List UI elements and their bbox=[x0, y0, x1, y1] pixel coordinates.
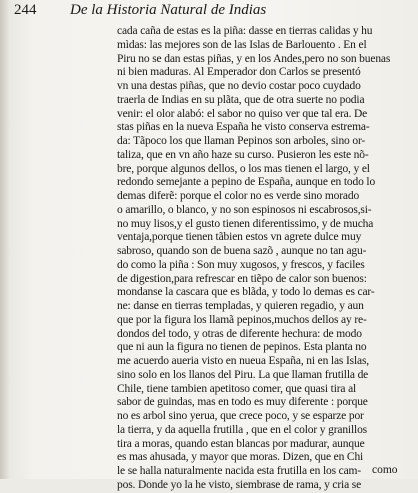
text-line: sabor de guindas, mas en todo es muy diferente : porque bbox=[117, 396, 368, 409]
text-line: sino solo en los llanos del Piru. La que llaman frutilla de bbox=[117, 368, 369, 381]
text-line: dondos del todo, y otras de diferente hechura: de modo bbox=[117, 327, 362, 340]
text-line: me acuerdo aueria visto en nueua España, ni en las Islas, bbox=[117, 355, 370, 367]
text-line: Chile, tiene tambien apetitoso comer, que quasi tira al bbox=[117, 382, 357, 395]
text-line: traerla de Indias en su plãta, que de otra suerte no podia bbox=[117, 93, 365, 106]
text-line: stas piñas en la nueva España he visto conserva estrema- bbox=[117, 121, 370, 134]
text-line: que ni aun la figura no tienen de pepinos. Esta planta no bbox=[117, 341, 367, 354]
text-line: Piru no se dan estas piñas, y en los Andes,pero no son buenas bbox=[117, 52, 391, 65]
page-header bbox=[0, 2, 418, 22]
text-line: mìdas: las mejores son de las Islas de Barlouento . En el bbox=[117, 38, 367, 51]
text-line: o amarillo, o blanco, y no son espinosos ni escabrosos,si- bbox=[117, 203, 372, 216]
text-line: cada caña de estas es la piña: dasse en tierras calidas y hu bbox=[117, 25, 373, 37]
body-text bbox=[117, 25, 407, 493]
text-line: redondo semejante a pepino de España, aunque en todo lo bbox=[117, 176, 376, 189]
text-line: tira a moras, quando estan blancas por madurar, aunque bbox=[117, 437, 365, 450]
text-line: le se halla naturalmente nacida esta frutilla en los cam- bbox=[117, 465, 362, 477]
text-line: da: Tãpoco los que llaman Pepinos son arboles, sino or- bbox=[117, 135, 366, 147]
text-line: no es arbol sino yerua, que crece poco, y se esparze por bbox=[117, 410, 364, 422]
text-line: mondanse la cascara que es blãda, y todo lo demas es car- bbox=[117, 286, 375, 299]
text-line: la tierra, y da aquella frutilla , que en el color y granillos bbox=[117, 423, 367, 436]
page-gutter-shadow bbox=[0, 0, 10, 479]
text-line: vn una destas piñas, que no devio costar poco cuydado bbox=[117, 80, 361, 92]
text-line: es mas ahusada, y mayor que moras. Dizen, que en Chi bbox=[117, 451, 364, 464]
text-line: venir: el olor alabó: el sabor no quiso ver que tal era. De bbox=[117, 107, 368, 120]
running-title: De la Historia Natural de Indias bbox=[70, 2, 267, 18]
text-line: de digestion,para refrescar en tiẽpo de calor son buenos: bbox=[117, 272, 367, 285]
page-number: 244 bbox=[14, 2, 37, 18]
text-line: sabroso, quando son de buena sazõ , aunque no tan agu- bbox=[117, 245, 367, 257]
text-line: demas diferẽ: porque el color no es verde sino morado bbox=[117, 190, 360, 202]
text-line: pos. Donde yo la he visto, siembrase de rama, y cria se bbox=[117, 478, 362, 491]
catchword: como bbox=[372, 464, 398, 476]
text-line: no muy lisos,y el gusto tienen diferentissimo, y de mucha bbox=[117, 217, 374, 230]
text-line: do como la piña : Son muy xugosos, y frescos, y faciles bbox=[117, 258, 365, 271]
text-line: taliza, que en vn año haze su curso. Pusieron les este nõ- bbox=[117, 148, 369, 161]
text-line: ventaja,porque tienen tãbien estos vn agrete dulce muy bbox=[117, 231, 362, 244]
text-line: bre, porque algunos dellos, o los mas tienen el largo, y el bbox=[117, 162, 370, 175]
text-line: que por la figura los llamã pepinos,muchos dellos ay re- bbox=[117, 313, 367, 326]
text-line: ne: danse en tierras templadas, y quieren regadio, y aun bbox=[117, 300, 364, 312]
text-line: ni bien maduras. Al Emperador don Carlos se presentó bbox=[117, 66, 361, 79]
